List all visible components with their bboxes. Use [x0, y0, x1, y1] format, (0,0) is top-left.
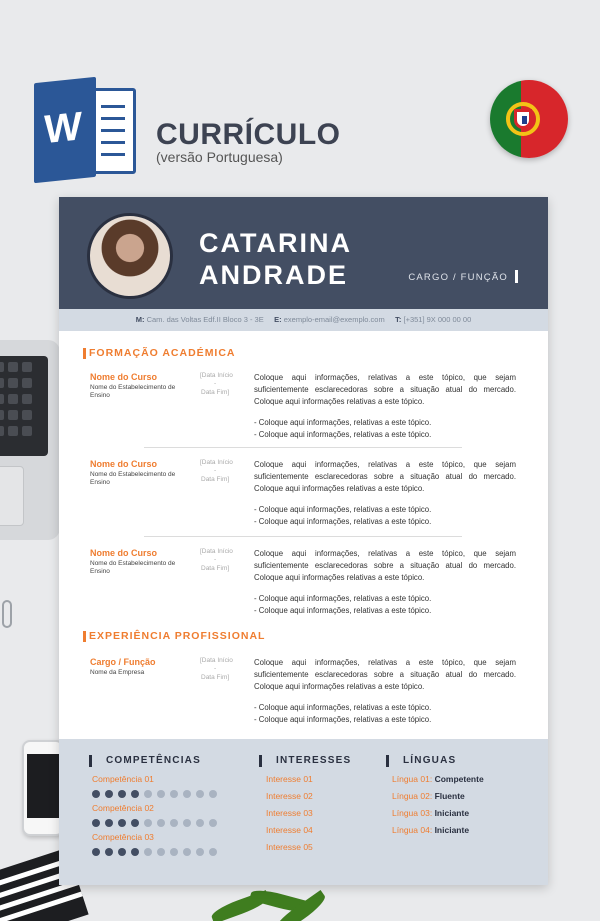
rating-dot-empty — [170, 819, 178, 827]
address: Cam. das Voltas Edf.II Bloco 3 - 3E — [146, 315, 264, 324]
date-start: [Data Início — [200, 548, 233, 555]
banner-title: CURRÍCULO — [156, 118, 341, 151]
job-title: CARGO / FUNÇÃO — [408, 272, 508, 283]
education-entry-1 — [90, 372, 520, 452]
rating-dot-empty — [196, 790, 204, 798]
education-entry-2 — [90, 459, 520, 539]
keyboard-decoration — [0, 356, 48, 456]
rating-dot-empty — [209, 790, 217, 798]
date-dash: - — [214, 467, 217, 474]
rating-dot-empty — [196, 819, 204, 827]
rating-dot-filled — [118, 819, 126, 827]
institution-name: Nome do Estabelecimento de Ensino — [90, 471, 176, 486]
entry-bullet: - Coloque aqui informações, relativas a este tópico. — [254, 703, 432, 712]
paperclip-icon — [2, 600, 12, 628]
rating-dot-empty — [157, 819, 165, 827]
resume-footer — [59, 739, 548, 885]
interest-item: Interesse 03 — [266, 808, 313, 818]
skills-bar — [89, 755, 92, 767]
job-role: Cargo / Função — [90, 657, 156, 667]
email: exemplo-email@exemplo.com — [283, 315, 385, 324]
date-start: [Data Início — [200, 459, 233, 466]
rating-dot-filled — [92, 819, 100, 827]
education-title: FORMAÇÃO ACADÉMICA — [89, 347, 236, 359]
date-end: Data Fim] — [201, 565, 230, 572]
entry-bullet: - Coloque aqui informações, relativas a este tópico. — [254, 594, 432, 603]
contact-bar — [59, 309, 548, 331]
language-item: Língua 02: Fluente — [392, 791, 465, 801]
rating-dot-filled — [105, 848, 113, 856]
entry-divider — [144, 447, 462, 448]
rating-dot-empty — [170, 790, 178, 798]
entry-bullet: - Coloque aqui informações, relativas a este tópico. — [254, 505, 432, 514]
education-entry-3 — [90, 548, 520, 628]
rating-dot-empty — [196, 848, 204, 856]
phone: [+351] 9X 000 00 00 — [403, 315, 472, 324]
skill-label: Competência 03 — [92, 832, 154, 842]
rating-dot-filled — [105, 790, 113, 798]
interests-title: INTERESSES — [276, 755, 352, 766]
date-dash: - — [214, 665, 217, 672]
experience-entry-1 — [90, 657, 520, 737]
entry-bullet: - Coloque aqui informações, relativas a este tópico. — [254, 430, 432, 439]
smartphone-decoration — [22, 740, 64, 836]
rating-dot-filled — [105, 819, 113, 827]
language-item: Língua 04: Iniciante — [392, 825, 470, 835]
institution-name: Nome do Estabelecimento de Ensino — [90, 384, 176, 399]
date-end: Data Fim] — [201, 674, 230, 681]
rating-dot-empty — [144, 848, 152, 856]
first-name: CATARINA — [199, 228, 352, 258]
resume-header — [59, 197, 548, 309]
rating-dot-filled — [92, 790, 100, 798]
plant-decoration — [210, 890, 330, 921]
experience-title: EXPERIÊNCIA PROFISSIONAL — [89, 630, 266, 642]
company-name: Nome da Empresa — [90, 669, 145, 676]
phone-label: T: — [395, 315, 402, 324]
rating-dot-empty — [183, 819, 191, 827]
date-start: [Data Início — [200, 372, 233, 379]
course-name: Nome do Curso — [90, 548, 158, 558]
full-name — [199, 227, 352, 291]
entry-bullet: - Coloque aqui informações, relativas a este tópico. — [254, 418, 432, 427]
rating-dot-filled — [118, 790, 126, 798]
rating-dot-empty — [157, 848, 165, 856]
date-end: Data Fim] — [201, 476, 230, 483]
language-item: Língua 03: Iniciante — [392, 808, 470, 818]
interest-item: Interesse 05 — [266, 842, 313, 852]
language-item: Língua 01: Competente — [392, 774, 484, 784]
entry-description: Coloque aqui informações, relativas a este tópico, que sejam suficientemente esclarecedoras sobre a situação atual do mercado. Coloque aqui informações relativas a este tópico. — [254, 549, 516, 582]
skill-label: Competência 01 — [92, 774, 154, 784]
interests-bar — [259, 755, 262, 767]
entry-description: Coloque aqui informações, relativas a este tópico, que sejam suficientemente esclarecedoras sobre a situação atual do mercado. Coloque aqui informações relativas a este tópico. — [254, 373, 516, 406]
rating-dot-filled — [131, 790, 139, 798]
resume-page — [59, 197, 548, 885]
interest-item: Interesse 01 — [266, 774, 313, 784]
entry-bullet: - Coloque aqui informações, relativas a este tópico. — [254, 606, 432, 615]
interest-item: Interesse 04 — [266, 825, 313, 835]
date-start: [Data Início — [200, 657, 233, 664]
date-end: Data Fim] — [201, 389, 230, 396]
languages-title: LÍNGUAS — [403, 755, 457, 766]
course-name: Nome do Curso — [90, 372, 158, 382]
rating-dot-empty — [183, 848, 191, 856]
rating-dot-filled — [131, 819, 139, 827]
entry-description: Coloque aqui informações, relativas a este tópico, que sejam suficientemente esclarecedoras sobre a situação atual do mercado. Coloque aqui informações relativas a este tópico. — [254, 460, 516, 493]
trackpad-decoration — [0, 466, 24, 526]
rating-dot-empty — [209, 819, 217, 827]
rating-dot-filled — [118, 848, 126, 856]
entry-divider — [144, 536, 462, 537]
word-logo-icon: W — [34, 80, 138, 180]
skill-label: Competência 02 — [92, 803, 154, 813]
portugal-flag-icon — [490, 80, 568, 158]
address-label: M: — [135, 315, 145, 324]
course-name: Nome do Curso — [90, 459, 158, 469]
banner-subtitle: (versão Portuguesa) — [156, 149, 283, 165]
rating-dot-filled — [131, 848, 139, 856]
rating-dot-empty — [183, 790, 191, 798]
rating-dot-empty — [209, 848, 217, 856]
date-dash: - — [214, 556, 217, 563]
entry-description: Coloque aqui informações, relativas a este tópico, que sejam suficientemente esclarecedoras sobre a situação atual do mercado. Coloque aqui informações relativas a este tópico. — [254, 658, 516, 691]
rating-dot-empty — [157, 790, 165, 798]
profile-photo — [87, 213, 173, 299]
email-label: E: — [274, 315, 282, 324]
date-dash: - — [214, 380, 217, 387]
last-name: ANDRADE — [199, 260, 348, 290]
job-title-bar — [515, 270, 518, 283]
languages-bar — [386, 755, 389, 767]
rating-dot-filled — [92, 848, 100, 856]
skills-title: COMPETÊNCIAS — [106, 755, 201, 766]
entry-bullet: - Coloque aqui informações, relativas a este tópico. — [254, 517, 432, 526]
institution-name: Nome do Estabelecimento de Ensino — [90, 560, 176, 575]
rating-dot-empty — [170, 848, 178, 856]
rating-dot-empty — [144, 790, 152, 798]
interest-item: Interesse 02 — [266, 791, 313, 801]
entry-bullet: - Coloque aqui informações, relativas a este tópico. — [254, 715, 432, 724]
rating-dot-empty — [144, 819, 152, 827]
